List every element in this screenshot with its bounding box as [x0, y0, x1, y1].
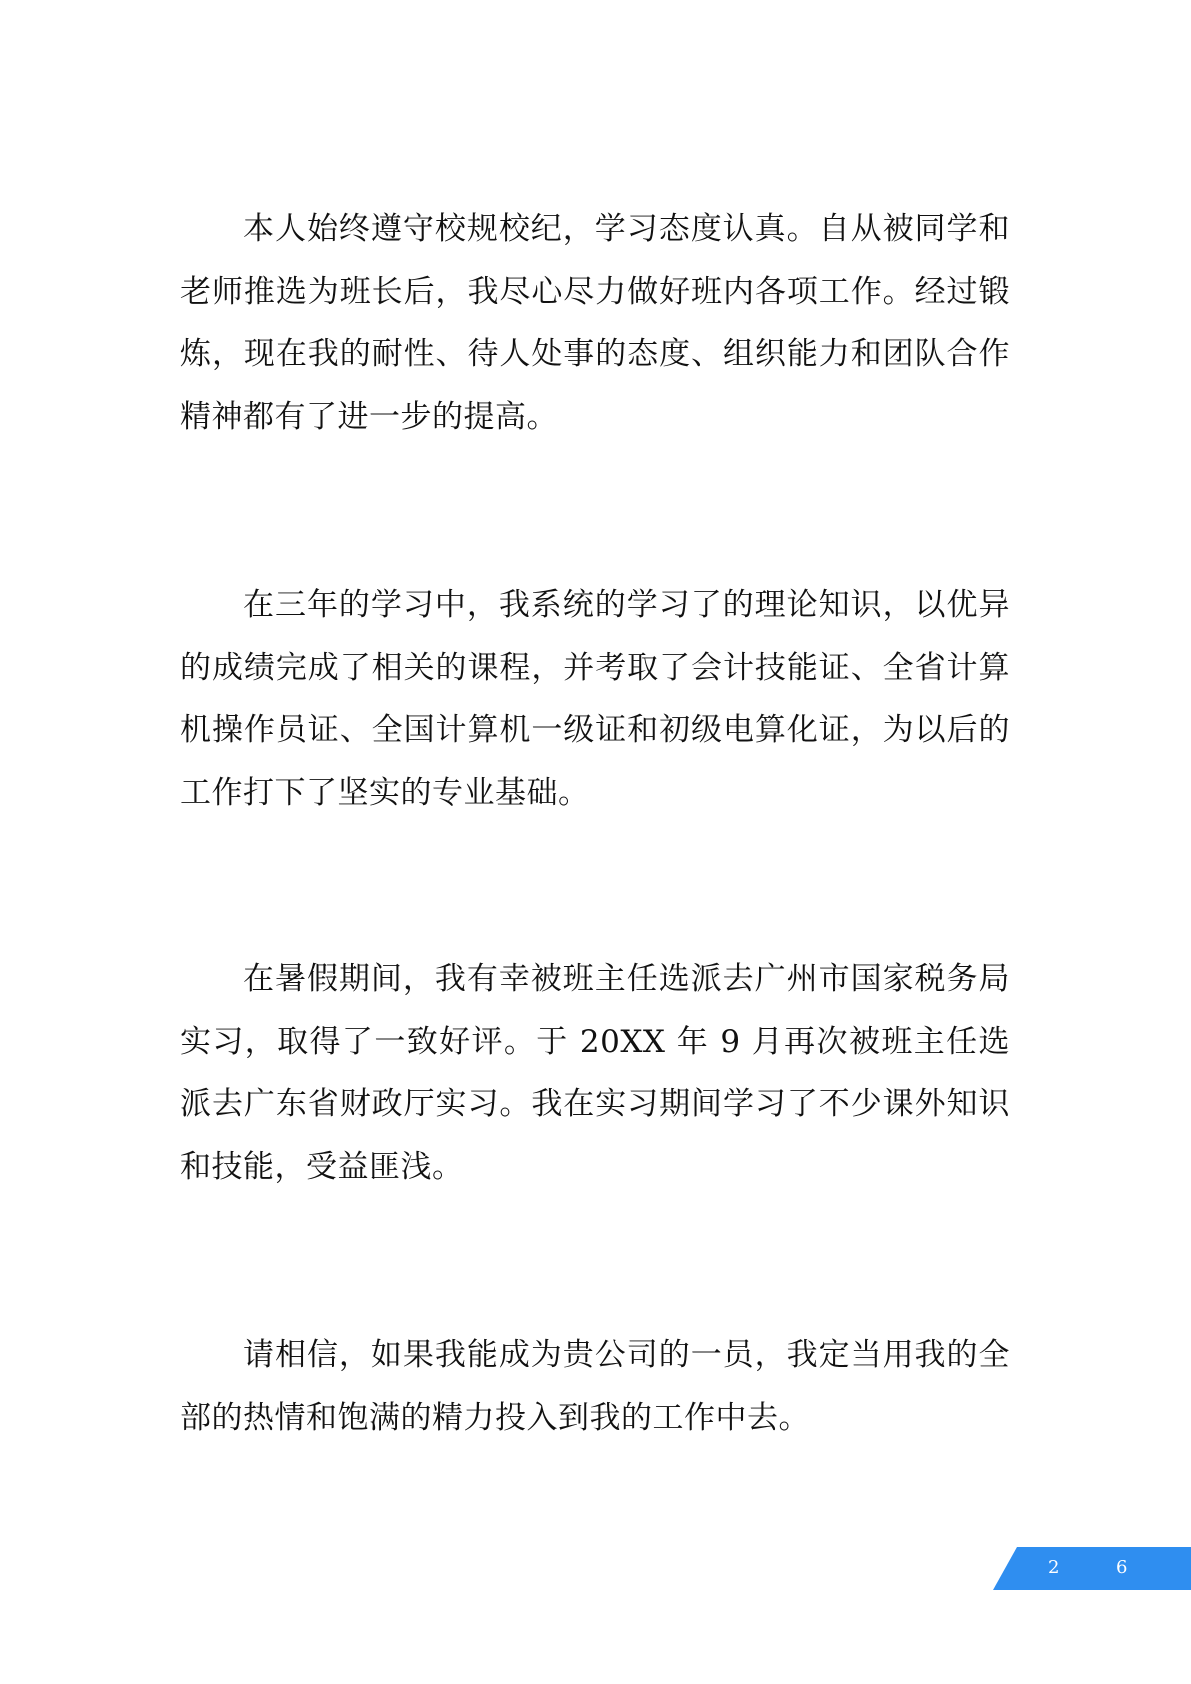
page-number-badge	[993, 1547, 1191, 1590]
paragraph-4: 请相信，如果我能成为贵公司的一员，我定当用我的全部的热情和饱满的精力投入到我的工作中去。	[180, 1337, 1010, 1436]
paragraph-2: 在三年的学习中，我系统的学习了的理论知识，以优异的成绩完成了相关的课程，并考取了会计技能证、全省计算机操作员证、全国计算机一级证和初级电算化证，为以后的工作打下了坚实的专业基础。	[180, 587, 1010, 811]
paragraph-1: 本人始终遵守校规校纪，学习态度认真。自从被同学和老师推选为班长后，我尽心尽力做好班内各项工作。经过锻炼，现在我的耐性、待人处事的态度、组织能力和团队合作精神都有了进一步的提高。	[180, 211, 1010, 435]
current-page-number: 2	[1048, 1557, 1060, 1578]
total-pages-number: 6	[1116, 1557, 1128, 1578]
page-badge-shape	[993, 1547, 1191, 1590]
paragraph-3: 在暑假期间，我有幸被班主任选派去广州市国家税务局实习，取得了一致好评。于 20XX 年 9 月再次被班主任选派去广东省财政厅实习。我在实习期间学习了不少课外知识和技能，受益匪浅。	[180, 961, 1010, 1185]
